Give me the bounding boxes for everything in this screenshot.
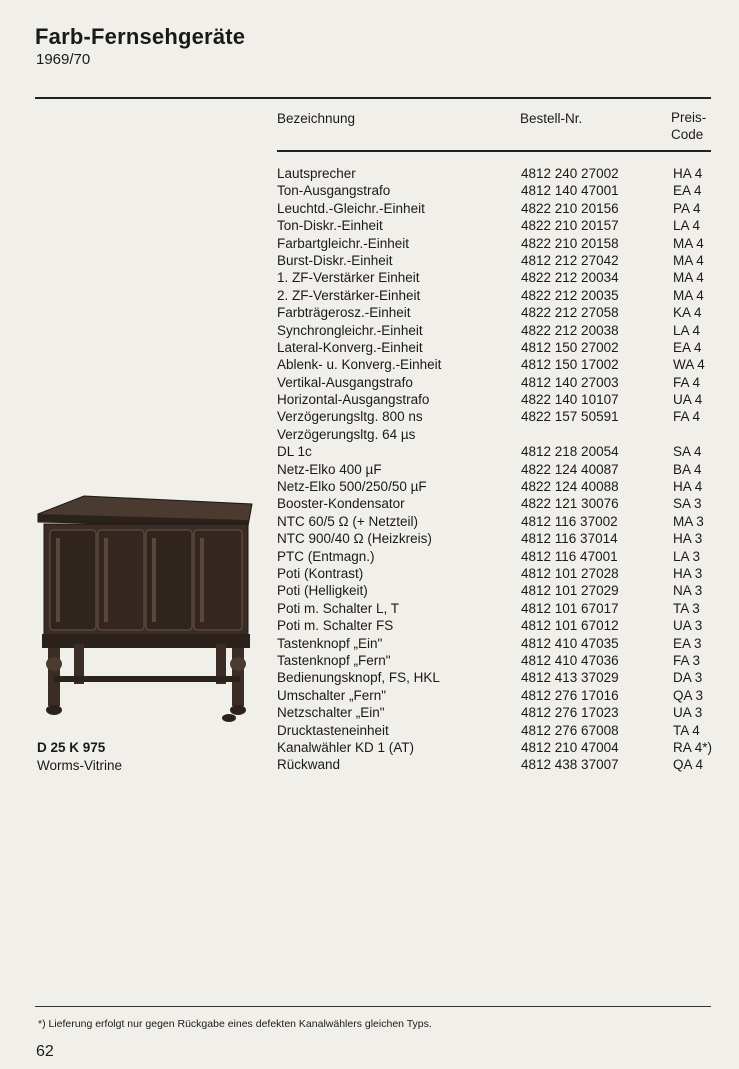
part-price-code: UA 3 <box>673 705 703 721</box>
part-name: Farbträgerosz.-Einheit <box>277 305 411 321</box>
part-row <box>277 461 727 478</box>
part-row <box>277 513 727 530</box>
part-name: Lateral-Konverg.-Einheit <box>277 339 423 355</box>
part-order-number: 4812 210 47004 <box>521 739 619 755</box>
part-order-number: 4822 210 20157 <box>521 218 619 234</box>
part-order-number: 4822 212 20035 <box>521 287 619 303</box>
part-row <box>277 304 727 321</box>
part-price-code: QA 3 <box>673 687 704 703</box>
part-row <box>277 617 727 634</box>
part-row <box>277 722 727 739</box>
part-price-code: UA 3 <box>673 618 703 634</box>
part-price-code: LA 4 <box>673 218 701 234</box>
part-price-code: TA 3 <box>673 600 700 616</box>
part-row <box>277 165 727 182</box>
part-name: Leuchtd.-Gleichr.-Einheit <box>277 200 425 216</box>
cabinet-image <box>34 492 258 726</box>
part-row <box>277 374 727 391</box>
part-name: Umschalter „Fern" <box>277 687 387 703</box>
part-row <box>277 739 727 756</box>
part-price-code: PA 4 <box>673 200 701 216</box>
part-row <box>277 217 727 234</box>
part-name: Tastenknopf „Ein" <box>277 635 383 651</box>
part-order-number: 4812 101 67012 <box>521 618 619 634</box>
part-order-number: 4822 121 30076 <box>521 496 619 512</box>
part-name: Poti m. Schalter FS <box>277 618 394 634</box>
part-order-number: 4812 140 47001 <box>521 183 619 199</box>
part-order-number: 4812 116 37014 <box>521 531 618 547</box>
part-price-code: EA 4 <box>673 339 702 355</box>
part-row <box>277 269 727 286</box>
part-row <box>277 669 727 686</box>
part-row <box>277 652 727 669</box>
part-name: Horizontal-Ausgangstrafo <box>277 392 430 408</box>
part-order-number: 4812 101 67017 <box>521 600 619 616</box>
part-order-number: 4812 140 27003 <box>521 374 619 390</box>
part-name: Vertikal-Ausgangstrafo <box>277 374 413 390</box>
part-name: Verzögerungsltg. 64 µs <box>277 426 416 442</box>
part-price-code: HA 4 <box>673 479 703 495</box>
part-price-code: WA 4 <box>673 357 705 373</box>
part-order-number: 4822 210 20158 <box>521 235 619 251</box>
part-name: 2. ZF-Verstärker-Einheit <box>277 287 421 303</box>
part-name: Netz-Elko 400 µF <box>277 461 382 477</box>
top-rule <box>35 97 711 99</box>
part-row <box>277 565 727 582</box>
part-name: Kanalwähler KD 1 (AT) <box>277 739 415 755</box>
part-row <box>277 356 727 373</box>
part-price-code: FA 4 <box>673 409 701 425</box>
part-name: Netzschalter „Ein" <box>277 705 385 721</box>
part-price-code: UA 4 <box>673 392 703 408</box>
column-header-price-code <box>671 109 706 143</box>
cabinet-illustration <box>34 492 258 726</box>
part-price-code: EA 3 <box>673 635 702 651</box>
part-price-code: MA 4 <box>673 270 704 286</box>
part-price-code: BA 4 <box>673 461 702 477</box>
page-title: Farb-Fernsehgeräte <box>35 24 246 49</box>
page-number: 62 <box>36 1043 54 1060</box>
part-row <box>277 756 727 773</box>
part-order-number: 4812 150 17002 <box>521 357 619 373</box>
part-name: Drucktasteneinheit <box>277 722 389 738</box>
page-subtitle: 1969/70 <box>36 51 91 68</box>
part-name: Tastenknopf „Fern" <box>277 652 391 668</box>
part-row <box>277 182 727 199</box>
part-row <box>277 687 727 704</box>
header-rule <box>277 150 711 152</box>
part-order-number: 4822 212 20034 <box>521 270 619 286</box>
part-name: NTC 60/5 Ω (+ Netzteil) <box>277 513 419 529</box>
price-header-line2: Code <box>671 127 704 142</box>
parts-list <box>277 165 727 774</box>
part-name: Rückwand <box>277 757 341 773</box>
part-row <box>277 704 727 721</box>
part-name: Synchrongleichr.-Einheit <box>277 322 423 338</box>
part-row <box>277 408 727 425</box>
part-name: Netz-Elko 500/250/50 µF <box>277 479 427 495</box>
part-row <box>277 426 727 443</box>
part-price-code: MA 3 <box>673 513 704 529</box>
part-name: PTC (Entmagn.) <box>277 548 375 564</box>
part-row <box>277 235 727 252</box>
part-price-code: MA 4 <box>673 252 704 268</box>
part-order-number: 4812 101 27029 <box>521 583 619 599</box>
part-row <box>277 600 727 617</box>
part-price-code: HA 4 <box>673 166 703 181</box>
part-row <box>277 339 727 356</box>
part-name: Verzögerungsltg. 800 ns <box>277 409 423 425</box>
part-price-code: EA 4 <box>673 183 702 199</box>
part-order-number: 4812 116 37002 <box>521 513 618 529</box>
part-price-code: DA 3 <box>673 670 703 686</box>
part-row <box>277 322 727 339</box>
part-name: Farbartgleichr.-Einheit <box>277 235 410 251</box>
part-name: Ablenk- u. Konverg.-Einheit <box>277 357 442 373</box>
part-order-number: 4812 410 47036 <box>521 652 619 668</box>
part-name: Lautsprecher <box>277 166 356 181</box>
part-name: NTC 900/40 Ω (Heizkreis) <box>277 531 432 547</box>
part-name: Poti (Kontrast) <box>277 565 364 581</box>
part-price-code: HA 3 <box>673 531 703 547</box>
part-order-number: 4812 240 27002 <box>521 166 619 181</box>
part-row <box>277 495 727 512</box>
part-order-number: 4822 210 20156 <box>521 200 619 216</box>
part-order-number: 4822 124 40087 <box>521 461 619 477</box>
part-price-code: TA 4 <box>673 722 700 738</box>
part-order-number: 4812 101 27028 <box>521 565 619 581</box>
part-order-number: 4812 276 67008 <box>521 722 619 738</box>
bottom-rule <box>35 1006 711 1007</box>
product-description: Worms-Vitrine <box>37 758 123 773</box>
part-order-number: 4812 413 37029 <box>521 670 619 686</box>
price-header-line1: Preis- <box>671 110 707 125</box>
part-order-number: 4812 410 47035 <box>521 635 619 651</box>
part-price-code: SA 3 <box>673 496 702 512</box>
part-price-code: RA 4*) <box>673 739 713 755</box>
part-name: Booster-Kondensator <box>277 496 405 512</box>
part-name: Ton-Diskr.-Einheit <box>277 218 383 234</box>
part-row <box>277 287 727 304</box>
part-name: Bedienungsknopf, FS, HKL <box>277 670 440 686</box>
part-price-code: MA 4 <box>673 287 704 303</box>
product-model: D 25 K 975 <box>37 740 106 755</box>
part-price-code: FA 4 <box>673 374 701 390</box>
part-name: Poti m. Schalter L, T <box>277 600 400 616</box>
part-name: DL 1c <box>277 444 312 460</box>
part-order-number: 4822 157 50591 <box>521 409 619 425</box>
part-price-code: HA 3 <box>673 565 703 581</box>
part-order-number: 4812 276 17023 <box>521 705 619 721</box>
footnote: *) Lieferung erfolgt nur gegen Rückgabe eines defekten Kanalwählers gleichen Typs. <box>38 1018 432 1030</box>
part-row <box>277 530 727 547</box>
part-price-code: KA 4 <box>673 305 702 321</box>
part-name: Poti (Helligkeit) <box>277 583 368 599</box>
part-order-number: 4812 218 20054 <box>521 444 619 460</box>
column-header-name: Bezeichnung <box>277 111 356 126</box>
part-order-number: 4812 150 27002 <box>521 339 619 355</box>
part-name: Ton-Ausgangstrafo <box>277 183 391 199</box>
part-order-number: 4822 212 20038 <box>521 322 619 338</box>
part-row <box>277 548 727 565</box>
part-row <box>277 635 727 652</box>
part-order-number: 4812 276 17016 <box>521 687 619 703</box>
part-order-number: 4812 212 27042 <box>521 252 619 268</box>
part-order-number: 4812 116 47001 <box>521 548 618 564</box>
part-name: 1. ZF-Verstärker Einheit <box>277 270 420 286</box>
part-price-code: NA 3 <box>673 583 703 599</box>
part-row <box>277 391 727 408</box>
part-order-number: 4812 438 37007 <box>521 757 619 773</box>
part-row <box>277 582 727 599</box>
part-price-code: LA 3 <box>673 548 701 564</box>
part-order-number: 4822 124 40088 <box>521 479 619 495</box>
part-row <box>277 200 727 217</box>
part-order-number: 4822 212 27058 <box>521 305 619 321</box>
part-price-code: LA 4 <box>673 322 701 338</box>
part-price-code: QA 4 <box>673 757 704 773</box>
part-row <box>277 252 727 269</box>
part-name: Burst-Diskr.-Einheit <box>277 252 393 268</box>
part-price-code: SA 4 <box>673 444 702 460</box>
part-row <box>277 478 727 495</box>
part-order-number: 4822 140 10107 <box>521 392 619 408</box>
part-price-code: MA 4 <box>673 235 704 251</box>
part-row <box>277 443 727 460</box>
column-header-order-number: Bestell-Nr. <box>520 111 583 126</box>
part-price-code: FA 3 <box>673 652 701 668</box>
